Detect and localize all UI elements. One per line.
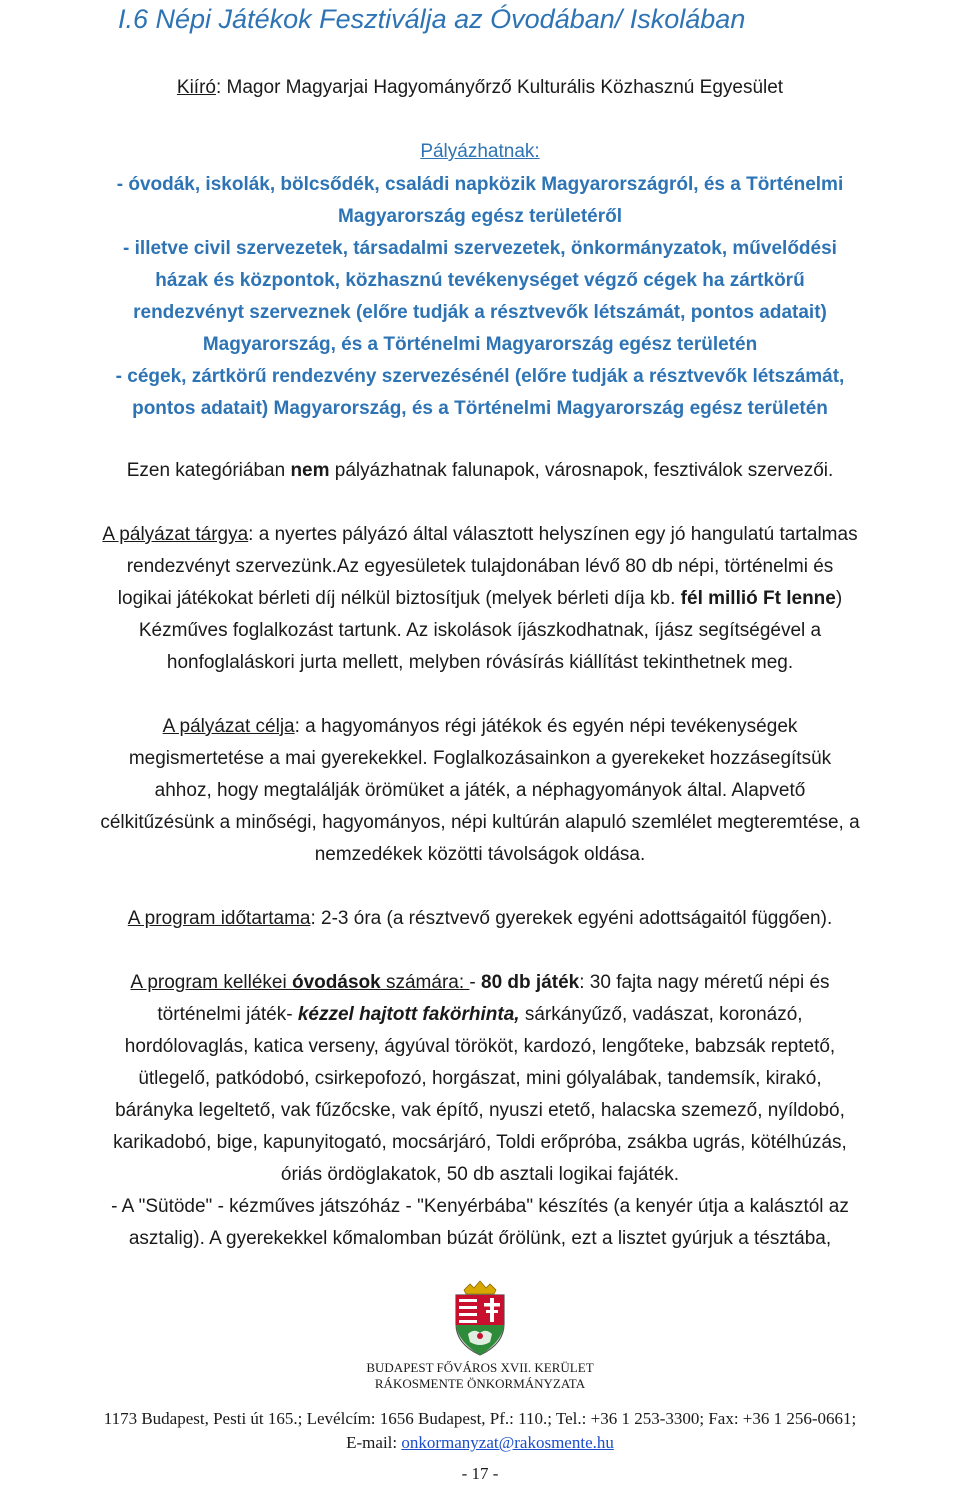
subject-line: : a nyertes pályázó által választott helyszínen egy jó hangulatú tartalmas [248, 524, 858, 545]
footer-address: 1173 Budapest, Pesti út 165.; Levélcím: 1656 Budapest, Pf.: 110.; Tel.: +36 1 253-3300; Fax: +36 1 256-0661; [103, 1409, 857, 1428]
goal-line: megismertetése a mai gyerekekkel. Foglalkozásainkon a gyerekeket hozzásegítsük [128, 748, 832, 769]
equipment-count: 80 db játék [481, 972, 580, 993]
eligible-heading [0, 136, 960, 168]
equipment-line: - A "Sütöde" - kézműves játszóház - "Kenyérbába" készítés (a kenyér útja a kalásztól az [111, 1196, 849, 1217]
subject-line: rendezvényt szervezünk.Az egyesületek tulajdonában lévő 80 db népi, történelmi és [126, 556, 834, 577]
email-link[interactable]: onkormanyzat@rakosmente.hu [401, 1433, 614, 1452]
equipment-line: asztalig). A gyerekekkel kőmalomban búzát őrölünk, ezt a lisztet gyúrjuk a tésztába, [128, 1228, 832, 1249]
equipment-dash: - [469, 972, 482, 993]
duration-label: A program időtartama [127, 908, 311, 929]
eligible-line: pontos adatait) Magyarország, és a Történelmi Magyarország egész területén [132, 398, 828, 419]
equipment-line: bárányka legeltető, vak fűzőcske, vak építő, nyuszi etető, halacska szemező, nyíldobó, [115, 1100, 845, 1121]
issuer-label: Kiíró [176, 77, 216, 98]
footer-org-line: BUDAPEST FŐVÁROS XVII. KERÜLET [366, 1360, 594, 1375]
subject-line: logikai játékokat bérleti díj nélkül biztosítjuk (melyek bérleti díja kb. [117, 588, 681, 609]
equipment-line: történelmi játék- [157, 1004, 298, 1025]
goal-paragraph [0, 711, 960, 871]
eligible-line: - illetve civil szervezetek, társadalmi szervezetek, önkormányzatok, művelődési [123, 238, 837, 259]
goal-line: : a hagyományos régi játékok és egyén népi tevékenységek [294, 716, 798, 737]
equipment-label-end: számára: [380, 972, 470, 993]
subject-paragraph [0, 519, 960, 679]
equipment-line: : 30 fajta nagy méretű népi és [579, 972, 830, 993]
eligible-label: Pályázhatnak: [420, 141, 540, 162]
equipment-line: sárkányűző, vadászat, koronázó, [519, 1004, 803, 1025]
equipment-label: A program kellékei [130, 972, 292, 993]
duration-text: : 2-3 óra (a résztvevő gyerekek egyéni adottságaitól függően). [310, 908, 833, 929]
eligible-line: Magyarország, és a Történelmi Magyarország egész területén [202, 334, 758, 355]
footer-org-line: RÁKOSMENTE ÖNKORMÁNYZATA [374, 1376, 586, 1391]
subject-line: honfoglaláskori jurta mellett, melyben róvásírás kiállítást tekinthetnek meg. [166, 652, 794, 673]
footer-organization [0, 1360, 960, 1392]
subject-line: Kézműves foglalkozást tartunk. Az iskolások íjászkodhatnak, íjász segítségével a [138, 620, 822, 641]
coat-of-arms-icon [444, 1278, 516, 1358]
footer-email-line [0, 1431, 960, 1455]
page-number: - 17 - [461, 1464, 499, 1483]
subject-label: A pályázat tárgya [102, 524, 249, 545]
exclusion-paragraph [0, 455, 960, 487]
page-title: I.6 Népi Játékok Fesztiválja az Óvodában/ Iskolában [118, 4, 746, 34]
exclusion-bold: nem [290, 460, 330, 481]
eligible-line: Magyarország egész területéről [337, 206, 623, 227]
duration-paragraph [0, 903, 960, 935]
goal-line: célkitűzésünk a minőségi, hagyományos, népi kultúrán alapuló szemlélet megteremtése, a [100, 812, 860, 833]
rental-value: fél millió Ft lenne [680, 588, 836, 609]
goal-label: A pályázat célja [162, 716, 295, 737]
exclusion-before: Ezen kategóriában [126, 460, 291, 481]
goal-line: nemzedékek közötti távolságok oldása. [314, 844, 646, 865]
equipment-line: óriás ördöglakatok, 50 db asztali logikai fajáték. [280, 1164, 680, 1185]
eligible-line: házak és központok, közhasznú tevékenységet végző cégek ha zártkörű [155, 270, 805, 291]
issuer-text: : Magor Magyarjai Hagyományőrző Kulturális Közhasznú Egyesület [215, 77, 784, 98]
subject-line: ) [835, 588, 843, 609]
eligible-line: - cégek, zártkörű rendezvény szervezésénél (előre tudják a résztvevők létszámát, [115, 366, 845, 387]
eligible-list [0, 169, 960, 425]
equipment-line: karikadobó, bige, kapunyitogató, mocsárjáró, Toldi erőpróba, zsákba ugrás, kötélhúzás, [113, 1132, 847, 1153]
footer-email-label: E-mail: [346, 1433, 402, 1452]
goal-line: ahhoz, hogy megtalálják örömüket a játék, a néphagyományok által. Alapvető [154, 780, 806, 801]
eligible-line: rendezvényt szerveznek (előre tudják a résztvevők létszámát, pontos adatait) [133, 302, 827, 323]
eligible-line: - óvodák, iskolák, bölcsődék, családi napközik Magyarországról, és a Történelmi [116, 174, 844, 195]
exclusion-after: pályázhatnak falunapok, városnapok, fesztiválok szervezői. [329, 460, 834, 481]
issuer-line [0, 72, 960, 104]
equipment-label-bold: óvodások [292, 972, 381, 993]
equipment-paragraph [0, 967, 960, 1255]
equipment-line: hordólovaglás, katica verseny, ágyúval törököt, kardozó, lengőteke, babzsák reptető, [124, 1036, 836, 1057]
equipment-line: ütlegelő, patkódobó, csirkepofozó, horgászat, mini gólyalábak, tandemsík, kirakó, [138, 1068, 822, 1089]
carousel-highlight: kézzel hajtott fakörhinta, [297, 1004, 520, 1025]
